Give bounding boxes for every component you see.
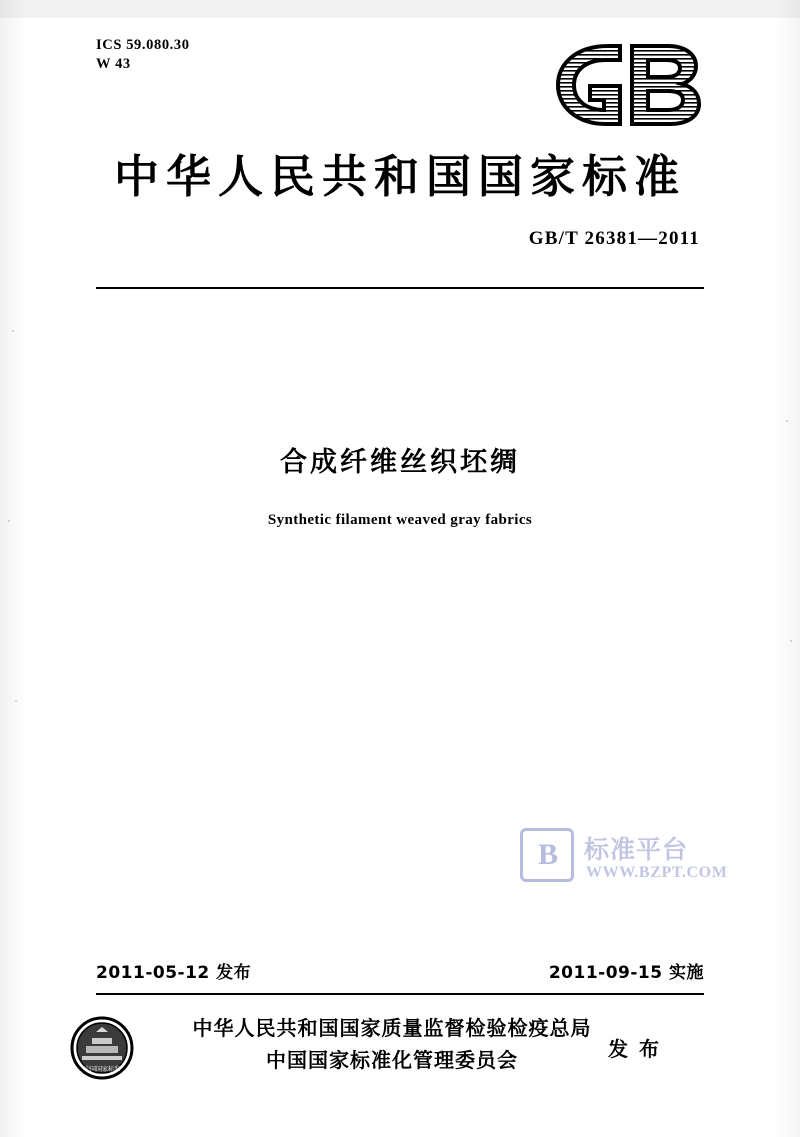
document-title-english: Synthetic filament weaved gray fabrics [267, 512, 533, 528]
watermark-brand: 标准平台 [584, 835, 689, 864]
issuer-line-1: 中华人民共和国国家质量监督检验检疫总局 [192, 1016, 592, 1040]
watermark-badge-letter: B [537, 838, 557, 871]
standard-number: GB/T 26381—2011 [528, 228, 700, 249]
ics-classification-block [96, 36, 190, 74]
effective-date: 2011-09-15 实施 [548, 963, 704, 983]
scan-speck [786, 420, 788, 422]
page-edge-shadow-bottom [0, 0, 800, 18]
gb-logo-icon [546, 42, 714, 128]
page-edge-shadow-top [0, 0, 800, 18]
scan-speck [790, 640, 792, 642]
divider-top [96, 287, 704, 289]
national-emblem-icon [70, 1016, 134, 1080]
document-title-chinese: 合成纤维丝织坯绸 [280, 447, 520, 478]
issuer-line-2: 中国国家标准化管理委员会 [266, 1048, 518, 1072]
page-title: 中华人民共和国国家标准 [113, 150, 686, 203]
issue-verb: 发 布 [608, 1037, 661, 1061]
issue-date: 2011-05-12 发布 [96, 963, 252, 983]
watermark [520, 828, 750, 900]
watermark-url: WWW.BZPT.COM [586, 864, 728, 881]
scan-speck [12, 330, 14, 332]
issuer-block [182, 1012, 602, 1076]
scan-speck [15, 700, 17, 702]
ics-code: ICS 59.080.30 [96, 37, 190, 53]
class-code: W 43 [96, 56, 131, 72]
divider-bottom [96, 993, 704, 995]
scan-speck [8, 520, 10, 522]
svg-text:中国国家标准: 中国国家标准 [83, 1066, 121, 1073]
watermark-badge-icon [520, 828, 574, 882]
